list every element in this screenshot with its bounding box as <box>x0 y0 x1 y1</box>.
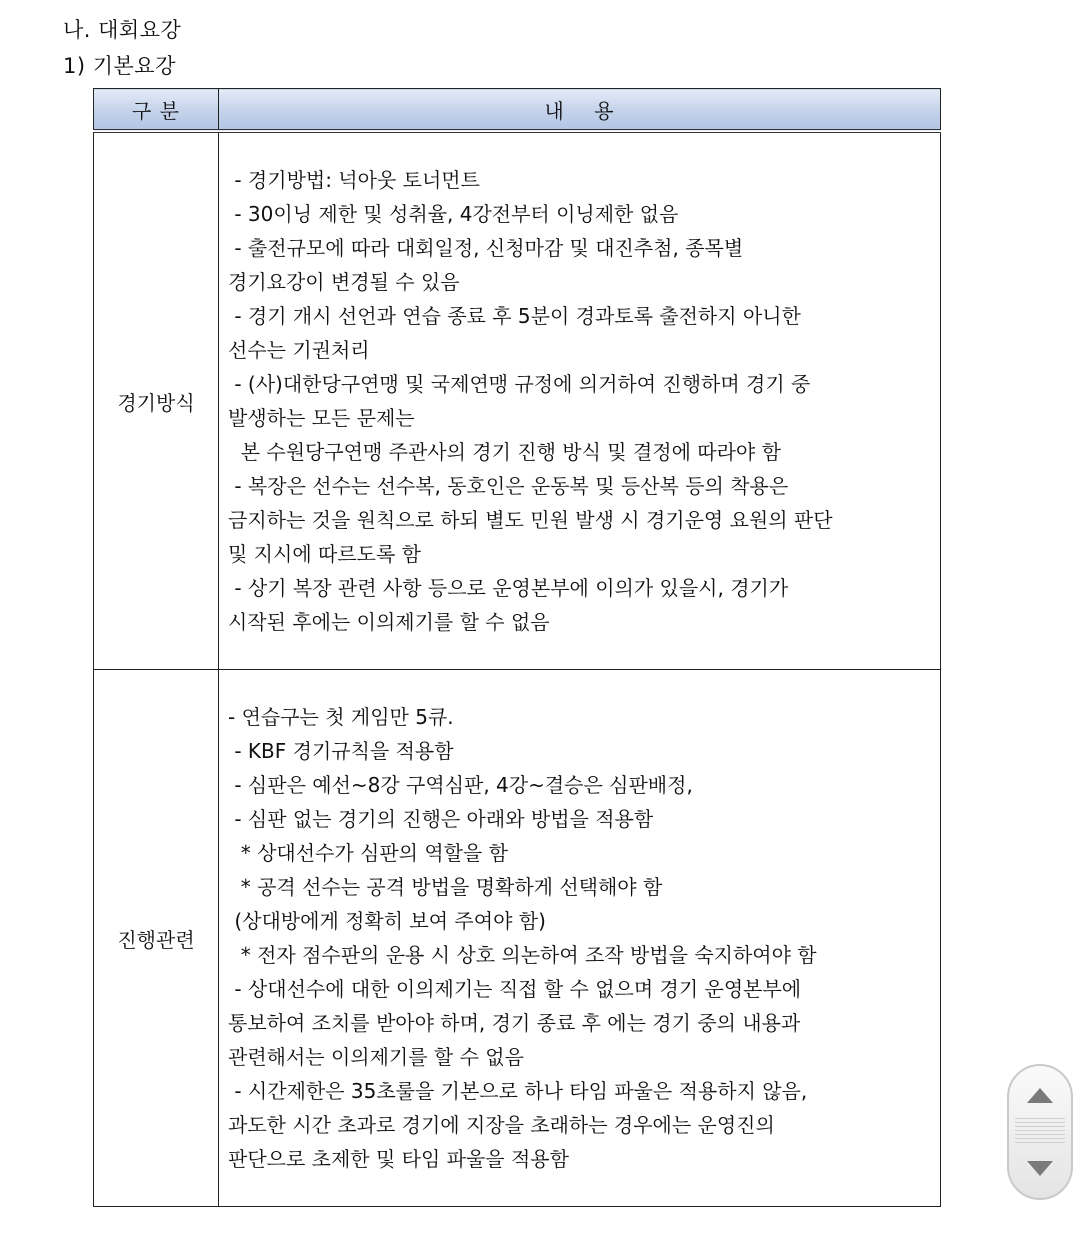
content-line: - 상대선수에 대한 이의제기는 직접 할 수 없으며 경기 운영본부에 <box>228 977 802 1001</box>
row-label-progress: 진행관련 <box>94 670 219 1207</box>
content-line: 관련해서는 이의제기를 할 수 없음 <box>228 1045 524 1069</box>
content-lines <box>219 133 940 669</box>
content-lines <box>219 670 940 1206</box>
content-line: 및 지시에 따르도록 함 <box>228 542 421 566</box>
table-row <box>94 131 941 670</box>
scroll-up-icon[interactable] <box>1027 1088 1053 1103</box>
content-line: 시작된 후에는 이의제기를 할 수 없음 <box>228 610 550 634</box>
content-line: - 출전규모에 따라 대회일정, 신청마감 및 대진추첨, 종목별 <box>228 236 744 260</box>
content-line: - 경기방법: 넉아웃 토너먼트 <box>228 168 480 192</box>
content-line: - 시간제한은 35초룰을 기본으로 하나 타임 파울은 적용하지 않음, <box>228 1079 808 1103</box>
row-content-progress <box>219 670 941 1207</box>
header-content: 내 용 <box>219 89 941 132</box>
content-line: 본 수원당구연맹 주관사의 경기 진행 방식 및 결정에 따라야 함 <box>228 440 781 464</box>
content-line: 통보하여 조치를 받아야 하며, 경기 종료 후 에는 경기 중의 내용과 <box>228 1011 801 1035</box>
content-line: - KBF 경기규칙을 적용함 <box>228 739 454 763</box>
content-line: 금지하는 것을 원칙으로 하되 별도 민원 발생 시 경기운영 요원의 판단 <box>228 508 833 532</box>
content-line: 경기요강이 변경될 수 있음 <box>228 270 460 294</box>
scroll-widget[interactable] <box>1007 1064 1073 1200</box>
content-line: (상대방에게 정확히 보여 주여야 함) <box>228 909 546 933</box>
table-row <box>94 670 941 1207</box>
content-line: - (사)대한당구연맹 및 국제연맹 규정에 의거하여 진행하며 경기 중 <box>228 372 811 396</box>
subsection-heading: 1) 기본요강 <box>63 54 176 78</box>
content-line: - 심판은 예선~8강 구역심판, 4강~결승은 심판배정, <box>228 773 693 797</box>
table-header-row <box>94 89 941 132</box>
scroll-grip[interactable] <box>1015 1118 1065 1146</box>
row-label-match-format: 경기방식 <box>94 131 219 670</box>
content-line: 판단으로 초제한 및 타임 파울을 적용함 <box>228 1147 569 1171</box>
content-line: - 복장은 선수는 선수복, 동호인은 운동복 및 등산복 등의 착용은 <box>228 474 789 498</box>
row-content-match-format <box>219 131 941 670</box>
section-heading: 나. 대회요강 <box>63 18 182 42</box>
content-line: - 연습구는 첫 게임만 5큐. <box>228 705 454 729</box>
content-line: - 심판 없는 경기의 진행은 아래와 방법을 적용함 <box>228 807 654 831</box>
content-line: - 30이닝 제한 및 성취율, 4강전부터 이닝제한 없음 <box>228 202 679 226</box>
content-line: 선수는 기권처리 <box>228 338 370 362</box>
scroll-down-icon[interactable] <box>1027 1161 1053 1176</box>
content-line: 발생하는 모든 문제는 <box>228 406 415 430</box>
content-line: * 전자 점수판의 운용 시 상호 의논하여 조작 방법을 숙지하여야 함 <box>228 943 817 967</box>
content-line: - 상기 복장 관련 사항 등으로 운영본부에 이의가 있을시, 경기가 <box>228 576 789 600</box>
content-line: - 경기 개시 선언과 연습 종료 후 5분이 경과토록 출전하지 아니한 <box>228 304 801 328</box>
content-line: * 상대선수가 심판의 역할을 함 <box>228 841 508 865</box>
content-line: * 공격 선수는 공격 방법을 명확하게 선택해야 함 <box>228 875 663 899</box>
rules-table <box>93 88 941 1207</box>
content-line: 과도한 시간 초과로 경기에 지장을 초래하는 경우에는 운영진의 <box>228 1113 775 1137</box>
header-category: 구 분 <box>94 89 219 132</box>
